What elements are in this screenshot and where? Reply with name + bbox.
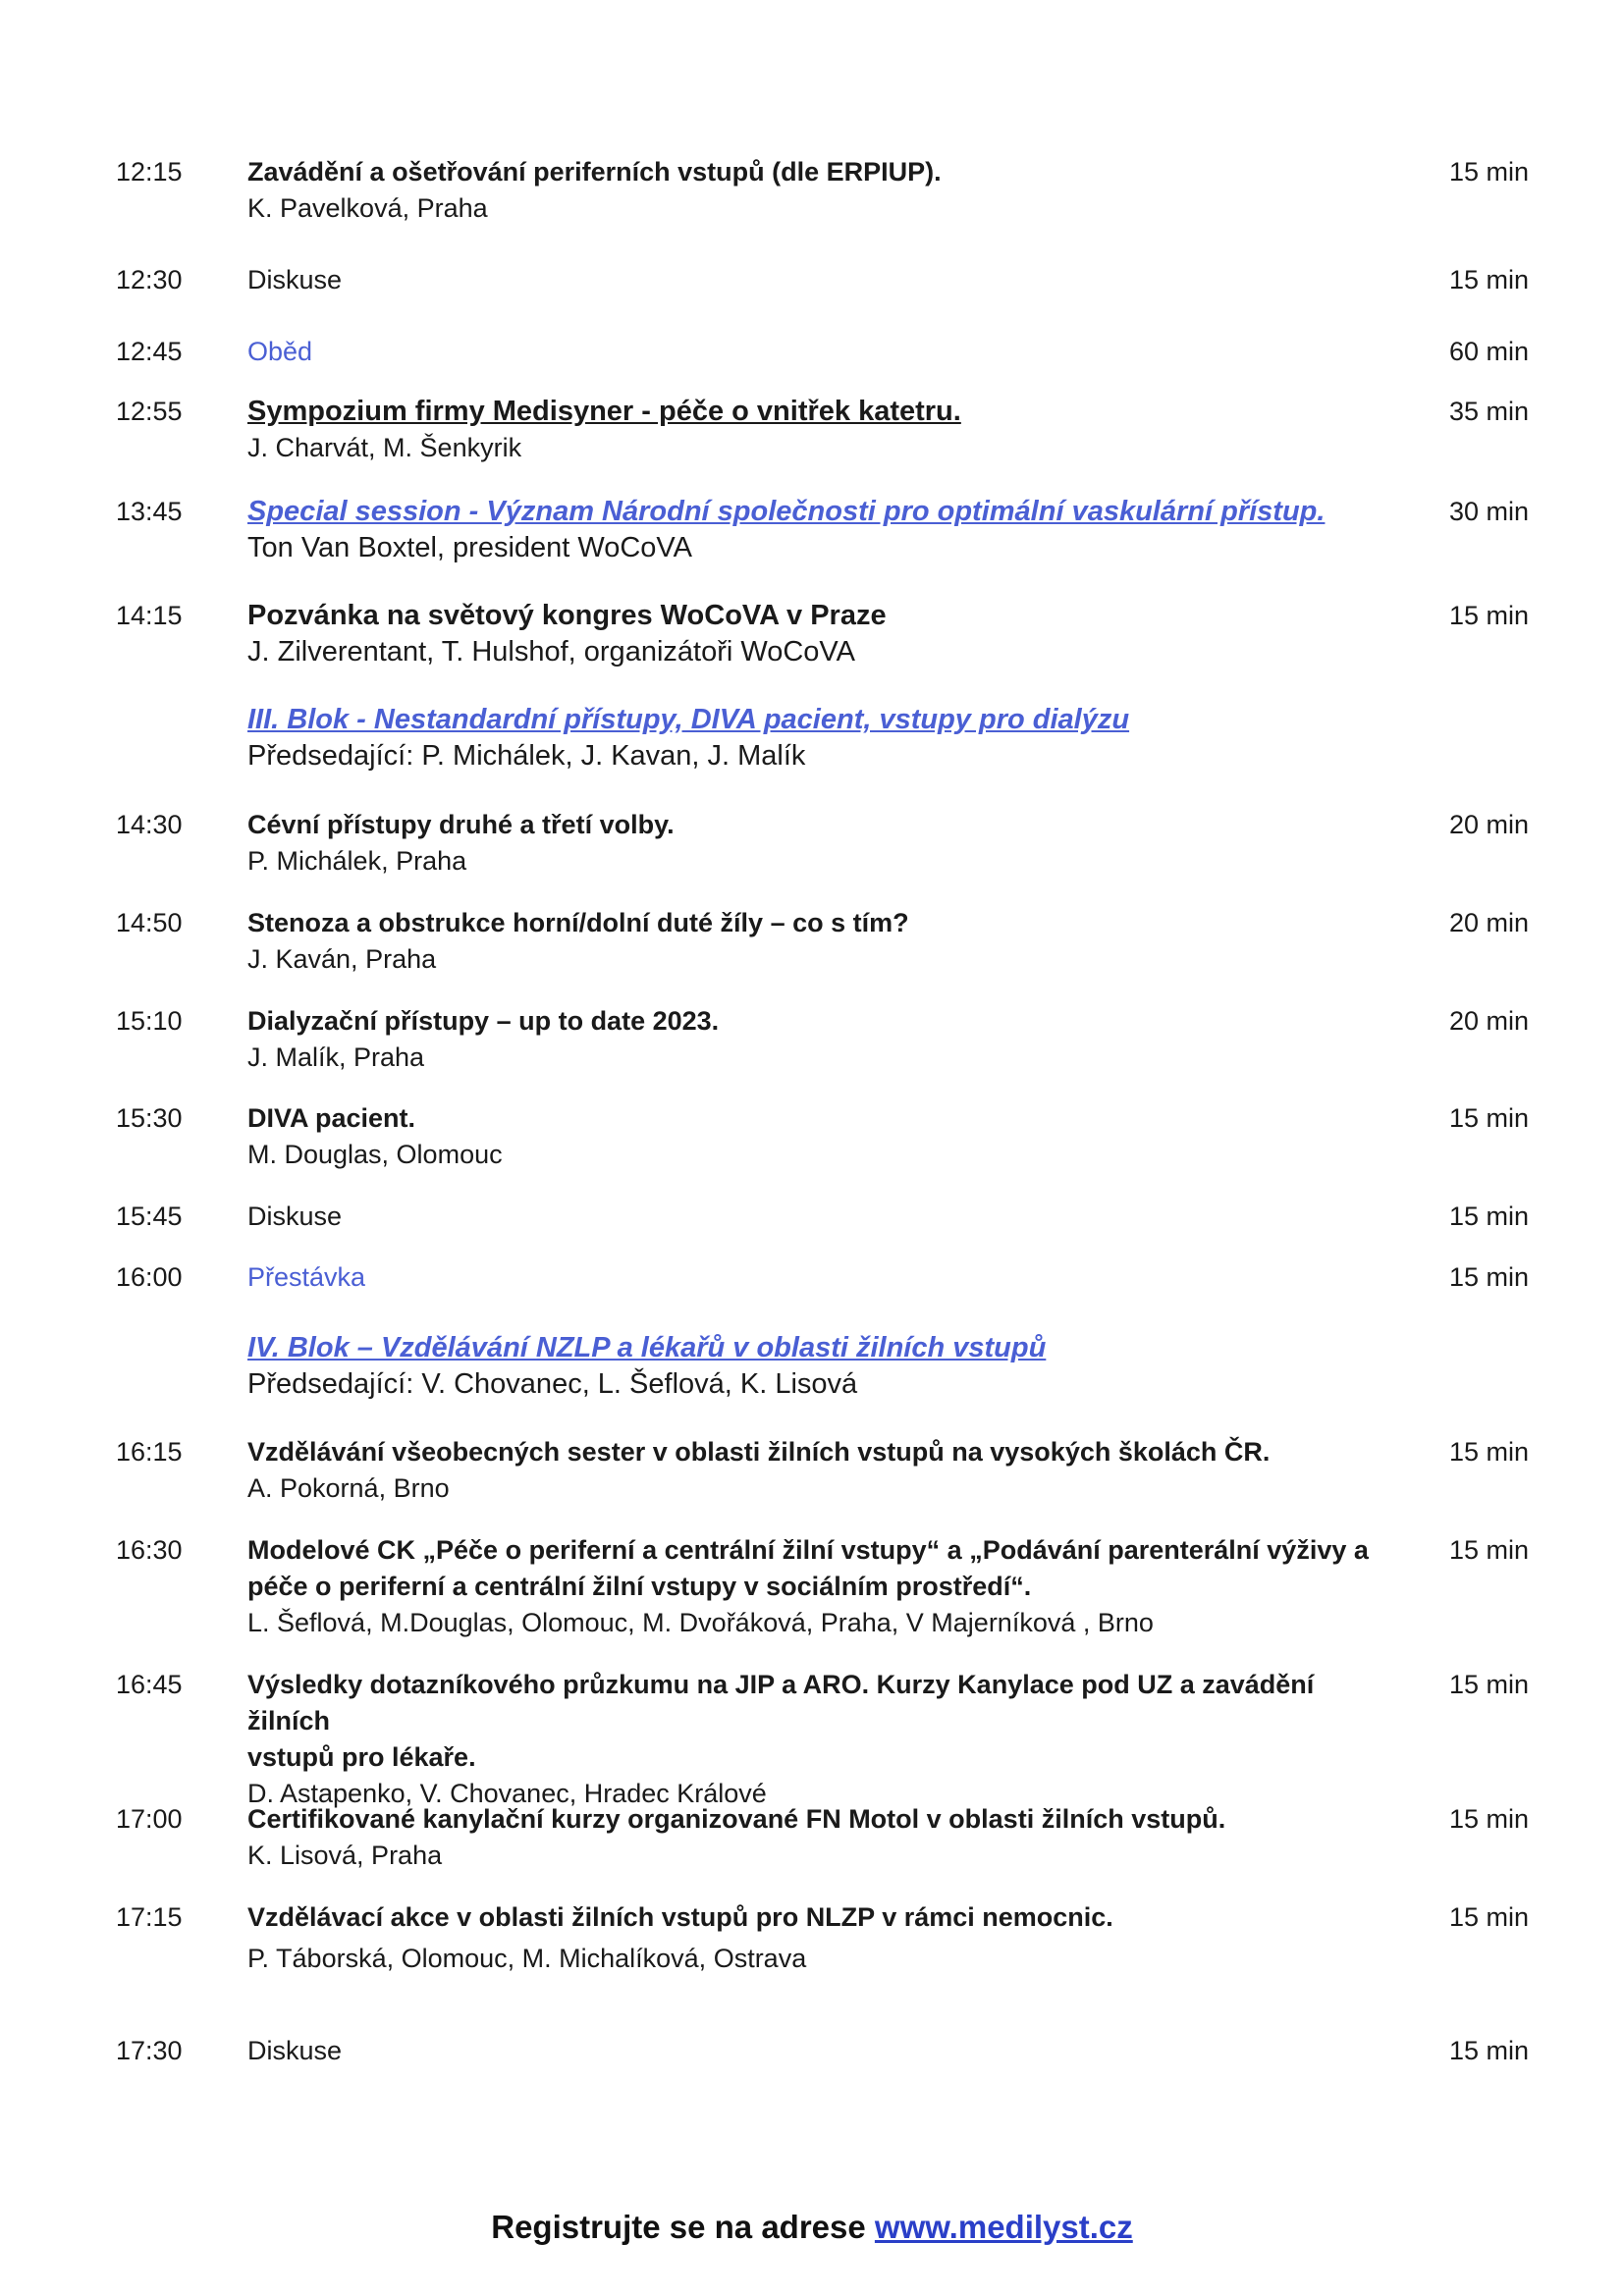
- speaker: A. Pokorná, Brno: [247, 1473, 450, 1503]
- time: 14:30: [116, 810, 183, 839]
- block-chairs: Předsedající: P. Michálek, J. Kavan, J. Malík: [247, 740, 806, 772]
- time: 12:15: [116, 157, 183, 187]
- talk-title: Sympozium firmy Medisyner - péče o vnitřek katetru.: [247, 396, 961, 427]
- talk-title: Certifikované kanylační kurzy organizované FN Motol v oblasti žilních vstupů.: [247, 1804, 1226, 1834]
- time: 17:15: [116, 1902, 183, 1932]
- time: 17:00: [116, 1804, 183, 1834]
- time: 16:15: [116, 1437, 183, 1467]
- talk-title: Cévní přístupy druhé a třetí volby.: [247, 810, 675, 839]
- duration: 15 min: [1449, 1103, 1530, 1133]
- duration: 15 min: [1449, 1535, 1530, 1565]
- duration: 20 min: [1449, 810, 1530, 839]
- footer-text: Registrujte se na adrese: [491, 2209, 875, 2245]
- duration: 15 min: [1449, 1437, 1530, 1467]
- registration-footer: [0, 2209, 1624, 2246]
- duration: 20 min: [1449, 908, 1530, 937]
- duration: 15 min: [1449, 265, 1530, 294]
- speaker: P. Táborská, Olomouc, M. Michalíková, Ostrava: [247, 1944, 807, 1973]
- break-title: Přestávka: [247, 1262, 366, 1292]
- speaker: J. Zilverentant, T. Hulshof, organizátoři WoCoVA: [247, 636, 855, 667]
- time: 14:15: [116, 601, 183, 630]
- talk-title: Pozvánka na světový kongres WoCoVA v Praze: [247, 600, 887, 631]
- speaker: P. Michálek, Praha: [247, 846, 467, 876]
- duration: 60 min: [1449, 337, 1530, 366]
- duration: 15 min: [1449, 1804, 1530, 1834]
- speaker: J. Malík, Praha: [247, 1042, 425, 1072]
- speaker: Ton Van Boxtel, president WoCoVA: [247, 532, 692, 563]
- talk-title: Diskuse: [247, 2036, 343, 2065]
- time: 14:50: [116, 908, 183, 937]
- block-title-link[interactable]: IV. Blok – Vzdělávání NZLP a lékařů v oblasti žilních vstupů: [247, 1332, 1047, 1363]
- talk-title: Dialyzační přístupy – up to date 2023.: [247, 1006, 720, 1036]
- duration: 15 min: [1449, 157, 1530, 187]
- duration: 20 min: [1449, 1006, 1530, 1036]
- speaker: D. Astapenko, V. Chovanec, Hradec Králové: [247, 1779, 767, 1808]
- time: 15:30: [116, 1103, 183, 1133]
- registration-link[interactable]: www.medilyst.cz: [874, 2209, 1133, 2245]
- block-chairs: Předsedající: V. Chovanec, L. Šeflová, K. Lisová: [247, 1368, 858, 1400]
- speaker: K. Pavelková, Praha: [247, 193, 488, 223]
- speaker: L. Šeflová, M.Douglas, Olomouc, M. Dvořáková, Praha, V Majerníková , Brno: [247, 1608, 1154, 1637]
- time: 16:45: [116, 1670, 183, 1699]
- time: 17:30: [116, 2036, 183, 2065]
- talk-title-continued: péče o periferní a centrální žilní vstupy v sociálním prostředí“.: [247, 1572, 1032, 1601]
- speaker: J. Kaván, Praha: [247, 944, 437, 974]
- talk-title: DIVA pacient.: [247, 1103, 416, 1133]
- duration: 15 min: [1449, 1902, 1530, 1932]
- time: 12:45: [116, 337, 183, 366]
- block-title-link[interactable]: III. Blok - Nestandardní přístupy, DIVA pacient, vstupy pro dialýzu: [247, 704, 1130, 735]
- speaker: J. Charvát, M. Šenkyrik: [247, 433, 522, 462]
- duration: 35 min: [1449, 397, 1530, 426]
- time: 12:55: [116, 397, 183, 426]
- duration: 15 min: [1449, 1201, 1530, 1231]
- talk-title: Vzdělávání všeobecných sester v oblasti žilních vstupů na vysokých školách ČR.: [247, 1437, 1271, 1467]
- duration: 15 min: [1449, 1670, 1530, 1699]
- speaker: M. Douglas, Olomouc: [247, 1140, 503, 1169]
- talk-title: Výsledky dotazníkového průzkumu na JIP a ARO. Kurzy Kanylace pod UZ a zavádění žilních: [247, 1670, 1315, 1735]
- talk-title: Zavádění a ošetřování periferních vstupů (dle ERPIUP).: [247, 157, 942, 187]
- duration: 30 min: [1449, 497, 1530, 526]
- talk-title: Vzdělávací akce v oblasti žilních vstupů pro NLZP v rámci nemocnic.: [247, 1902, 1113, 1932]
- talk-title: Diskuse: [247, 1201, 343, 1231]
- time: 12:30: [116, 265, 183, 294]
- talk-title: Diskuse: [247, 265, 343, 294]
- duration: 15 min: [1449, 601, 1530, 630]
- talk-title: Modelové CK „Péče o periferní a centrální žilní vstupy“ a „Podávání parenterální výživy a: [247, 1535, 1369, 1565]
- time: 15:45: [116, 1201, 183, 1231]
- duration: 15 min: [1449, 2036, 1530, 2065]
- speaker: K. Lisová, Praha: [247, 1841, 443, 1870]
- talk-title: Stenoza a obstrukce horní/dolní duté žíly – co s tím?: [247, 908, 909, 937]
- talk-title-continued: vstupů pro lékaře.: [247, 1742, 476, 1772]
- time: 15:10: [116, 1006, 183, 1036]
- time: 16:30: [116, 1535, 183, 1565]
- time: 13:45: [116, 497, 183, 526]
- time: 16:00: [116, 1262, 183, 1292]
- break-title: Oběd: [247, 337, 313, 366]
- session-title-link[interactable]: Special session - Význam Národní společnosti pro optimální vaskulární přístup.: [247, 496, 1326, 527]
- duration: 15 min: [1449, 1262, 1530, 1292]
